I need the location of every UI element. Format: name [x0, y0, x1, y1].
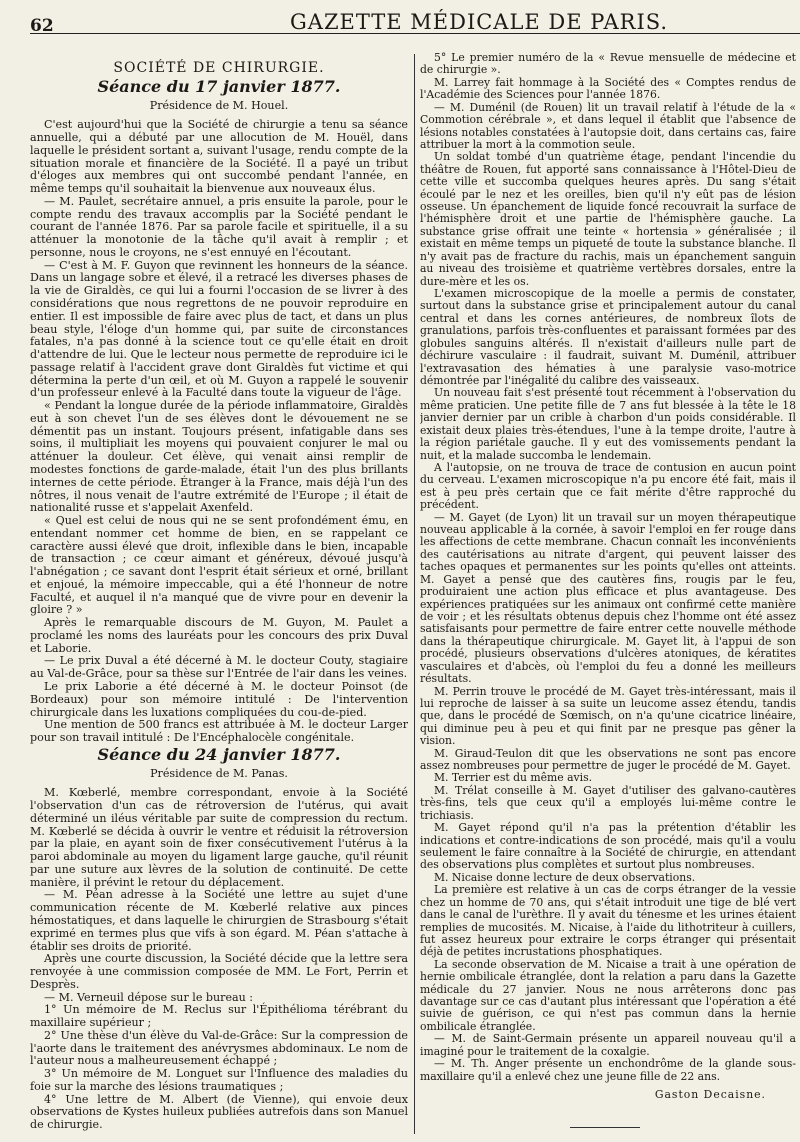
paragraph: M. Larrey fait hommage à la Société des « Comptes rendus de l'Académie des Sciences pour l'année 1876. [420, 75, 796, 102]
paragraph: M. Nicaise donne lecture de deux observations. [434, 870, 696, 884]
author-signature: Gaston Decaisne. [654, 1088, 766, 1102]
paragraph: — M. Gayet (de Lyon) lit un travail sur un moyen thérapeutique nouveau applicable à la cornée, à savoir l'emploi en fer rouge dans les affections de cette membrane. Chacun connaît les inconvénients des cautérisations au nitrate d'argent, qui peuvent laisser des taches opaques et permanentes sur les points qu'elles ont atteints. M. Gayet a pensé que des cautères fins, rougis par le feu, produiraient une action plus efficace et plus avantageuse. Des expériences pratiquées sur les animaux ont confirmé cette manière de voir ; et les résultats obtenus depuis chez l'homme ont été assez satisfaisants pour permettre de faire entrer cette nouvelle méthode dans la thérapeutique chirurgicale. M. Gayet lit, à l'appui de son procédé, plusieurs observations d'ulcères atoniques, de kératites vasculaires et d'abcès, où l'emploi du feu a donné les meilleurs résultats. [420, 510, 796, 686]
paragraph: M. Giraud-Teulon dit que les observations ne sont pas encore assez nombreuses pour permettre de juger le procédé de M. Gayet. [420, 746, 796, 773]
paragraph: 2° Une thèse d'un élève du Val-de-Grâce: Sur la compression de l'aorte dans le traitement des anévrysmes abdominaux. Le nom de l'auteur nous a malheureusement échappé ; [30, 1028, 408, 1068]
paragraph: M. Gayet répond qu'il n'a pas la prétention d'établir les indications et contre-indications de son procédé, mais qu'il a voulu seulement le faire connaître à la Société de chirurgie, en attendant des observations plus complètes et surtout plus nombreuses. [420, 821, 796, 872]
paragraph: — M. Verneuil dépose sur le bureau : [44, 990, 254, 1004]
paragraph: M. Kœberlé, membre correspondant, envoie à la Société l'observation d'un cas de rétroversion de l'utérus, qui avait déterminé un iléus véritable par suite de compression du rectum. M. Kœberlé se décida à ouvrir le ventre et réduisit la rétroversion par la plaie, en ayant soin de fixer consécutivement l'utérus à la paroi abdominale au moyen du ligament large gauche, qu'il réunit par une suture aux lèvres de la solution de continuité. De cette manière, il prévint le retour du déplacement. [30, 786, 408, 889]
paragraph: Le prix Laborie a été décerné à M. le docteur Poinsot (de Bordeaux) pour son mémoire intitulé : De l'intervention chirurgicale dans les luxations compliquées du cou-de-pied. [30, 679, 408, 719]
paragraph: C'est aujourd'hui que la Société de chirurgie a tenu sa séance annuelle, qui a débuté par une allocution de M. Houël, dans laquelle le président sortant a, suivant l'usage, rendu compte de la situation morale et financière de la Société. Il a payé un tribut d'éloges aux membres qui ont succombé pendant l'année, en même temps qu'il souhaitait la bienvenue aux nouveaux élus. [30, 118, 408, 196]
paragraph: — M. Th. Anger présente un enchondrôme de la glande sous-maxillaire qu'il a enlevé chez une jeune fille de 22 ans. [420, 1057, 796, 1083]
paragraph: « Pendant la longue durée de la période inflammatoire, Giraldès eut à son chevet l'un de ses élèves dont le dévouement ne se démentit pas un instant. Toujours présent, infatigable dans ses soins, il multipliait les moyens qui pouvaient conjurer le mal ou atténuer la douleur. Cet élève, qui venait ainsi remplir de modestes fonctions de garde-malade, était l'un des plus brillants internes de cette période. Étranger à la France, mais déjà l'un des nôtres, il nous venait de l'autre extrémité de l'Europe ; il était de nationalité russe et s'appelait Axenfeld. [30, 399, 408, 515]
paragraph: — C'est à M. F. Guyon que revinnent les honneurs de la séance. Dans un langage sobre et élevé, il a retracé les diverses phases de la vie de Giraldès, ce qui lui a fourni l'occasion de se livrer à des considérations que nous regrettons de ne pouvoir reproduire en entier. Il est impossible de faire avec plus de tact, et dans un plus beau style, l'éloge d'un homme qui, par suite de circonstances fatales, n'a pas donné à la science tout ce qu'elle était en droit d'attendre de lui. Que le lecteur nous permette de reproduire ici le passage relatif à l'accident grave dont Giraldès fut victime et qui détermina la perte d'un œil, et où M. Guyon a rappelé le souvenir d'un professeur enlevé à la Faculté dans toute la vigueur de l'âge. [30, 258, 408, 400]
page-number: 62 [30, 16, 54, 36]
paragraph: 3° Un mémoire de M. Longuet sur l'Influence des maladies du foie sur la marche des lésions traumatiques ; [30, 1067, 408, 1093]
seance-title: Séance du 17 janvier 1877. [97, 76, 341, 96]
column-divider [414, 54, 415, 1134]
page-header [30, 6, 800, 34]
paragraph: 4° Une lettre de M. Albert (de Vienne), qui envoie deux observations de Kystes huileux publiées autrefois dans son Manuel de chirurgie. [30, 1092, 408, 1132]
paragraph: — M. de Saint-Germain présente un appareil nouveau qu'il a imaginé pour le traitement de la coxalgie. [420, 1032, 796, 1058]
paragraph: M. Perrin trouve le procédé de M. Gayet très-intéressant, mais il lui reproche de laisser à sa suite un leucome assez étendu, tandis que, dans le procédé de Sœmisch, on n'a qu'une cicatrice linéaire, qui diminue peu à peu et qui finit par ne presque pas gêner la vision. [420, 684, 796, 748]
paragraph: La première est relative à un cas de corps étranger de la vessie chez un homme de 70 ans, qui s'était introduit une tige de blé vert dans le canal de l'urèthre. Il y avait du ténesme et les urines étaient remplies de mucosités. M. Nicaise, à l'aide du lithotriteur à cuillers, fut assez heureux pour extraire le corps étranger qui présentait déjà de petites incrustations phosphatiques. [420, 883, 796, 959]
paragraph: 5° Le premier numéro de la « Revue mensuelle de médecine et de chirurgie ». [420, 52, 796, 77]
paragraph: — M. Paulet, secrétaire annuel, a pris ensuite la parole, pour le compte rendu des travaux accomplis par la Société pendant le courant de l'année 1876. Par sa parole facile et spirituelle, il a su atténuer la monotonie de la tâche qu'il avait à remplir ; et personne, nous le croyons, ne s'est ennuyé en l'écoutant. [30, 194, 408, 259]
paragraph: 1° Un mémoire de M. Reclus sur l'Épithélioma térébrant du maxillaire supérieur ; [30, 1003, 408, 1030]
right-column [420, 52, 796, 1132]
left-column [30, 58, 408, 1138]
end-rule [570, 1127, 640, 1128]
paragraph: A l'autopsie, on ne trouva de trace de contusion en aucun point du cerveau. L'examen microscopique n'a pu encore été fait, mais il est à peu près certain que ce fait mérite d'être rapproché du précédent. [420, 460, 796, 512]
paragraph: Après le remarquable discours de M. Guyon, M. Paulet a proclamé les noms des lauréats pour les concours des prix Duval et Laborie. [30, 616, 408, 655]
paragraph: L'examen microscopique de la moelle a permis de constater, surtout dans la substance grise et principalement autour du canal central et dans les cornes antérieures, de nombreux îlots de granulations, parfois très-confluentes et paraissant formées par des globules sanguins altérés. Il n'existait d'ailleurs nulle part de déchirure vasculaire : il faudrait, suivant M. Duménil, attribuer l'extravasation des hématies à une paralysie vaso-motrice démontrée par l'inégalité du calibre des vaisseaux. [420, 287, 796, 387]
paragraph: Un nouveau fait s'est présenté tout récemment à l'observation du même praticien. Une petite fille de 7 ans fut blessée à la tête le 18 janvier dernier par un crible à charbon d'un poids considérable. Il existait deux plaies très-étendues, l'une à la tempe droite, l'autre à la région pariétale gauche. Il y eut des vomissements pendant la nuit, et la malade succomba le lendemain. [420, 386, 796, 462]
paragraph: — M. Duménil (de Rouen) lit un travail relatif à l'étude de la « Commotion cérébrale », et dans lequel il établit que l'absence de lésions notables constatées à l'autopsie doit, dans certains cas, faire attribuer la mort à la commotion seule. [420, 100, 796, 151]
presidence-line: Présidence de M. Houel. [149, 98, 289, 112]
paragraph: Après une courte discussion, la Société décide que la lettre sera renvoyée à une commission composée de MM. Le Fort, Perrin et Desprès. [30, 952, 408, 991]
presidence-line: Présidence de M. Panas. [150, 766, 288, 780]
paragraph: La seconde observation de M. Nicaise a trait à une opération de hernie ombilicale étranglée, dont la relation a paru dans la Gazette médicale du 27 janvier. Nous ne nous arrêterons donc pas davantage sur ce cas d'autant plus intéressant que l'opération a été suivie de guérison, ce qui n'est pas commun dans la hernie ombilicale étranglée. [420, 957, 796, 1033]
paragraph: — M. Péan adresse à la Société une lettre au sujet d'une communication récente de M. Kœberlé relative aux pinces hémostatiques, et dans laquelle le chirurgien de Strasbourg s'était exprimé en termes plus que vifs à son égard. M. Péan s'attache à établir ses droits de priorité. [30, 888, 408, 953]
paragraph: — Le prix Duval a été décerné à M. le docteur Couty, stagiaire au Val-de-Grâce, pour sa thèse sur l'Entrée de l'air dans les veines. [30, 654, 408, 681]
journal-title: GAZETTE MÉDICALE DE PARIS. [290, 10, 669, 34]
paragraph: M. Terrier est du même avis. [434, 771, 593, 785]
paragraph: Une mention de 500 francs est attribuée à M. le docteur Larger pour son travail intitulé : De l'Encéphalocèle congénitale. [30, 718, 408, 745]
section-title: SOCIÉTÉ DE CHIRURGIE. [113, 60, 325, 76]
paragraph: Un soldat tombé d'un quatrième étage, pendant l'incendie du théâtre de Rouen, fut apporté sans connaissance à l'Hôtel-Dieu de cette ville et succomba quelques heures après. Du sang s'était écoulé par le nez et les oreilles, bien qu'il n'y eût pas de lésion osseuse. Un épanchement de liquide foncé recouvrait la surface de l'hémisphère droit et une partie de l'hémisphère gauche. La substance grise offrait une teinte « hortensia » généralisée ; il existait en même temps un piqueté de toute la substance blanche. Il n'y avait pas de fracture du rachis, mais un épanchement sanguin au niveau des troisième et quatrième vertèbres dorsales, entre la dure-mère et les os. [420, 150, 796, 288]
header-rule [30, 33, 800, 34]
paragraph: M. Trélat conseille à M. Gayet d'utiliser des galvano-cautères très-fins, tels que ceux qu'il a employés lui-même contre le trichiasis. [420, 783, 796, 822]
seance-title: Séance du 24 janvier 1877. [97, 744, 341, 764]
paragraph: « Quel est celui de nous qui ne se sent profondément ému, en entendant nommer cet homme de bien, en se rappelant ce caractère aussi élevé que droit, inflexible dans le bien, incapable de transaction ; ce cœur aimant et généreux, dévoué jusqu'à l'abnégation ; ce savant dont l'esprit était sérieux et orné, brillant et enjoué, la mémoire impeccable, qui a été l'honneur de notre Faculté, et auquel il n'a manqué que de vivre pour en devenir la gloire ? » [30, 514, 408, 617]
